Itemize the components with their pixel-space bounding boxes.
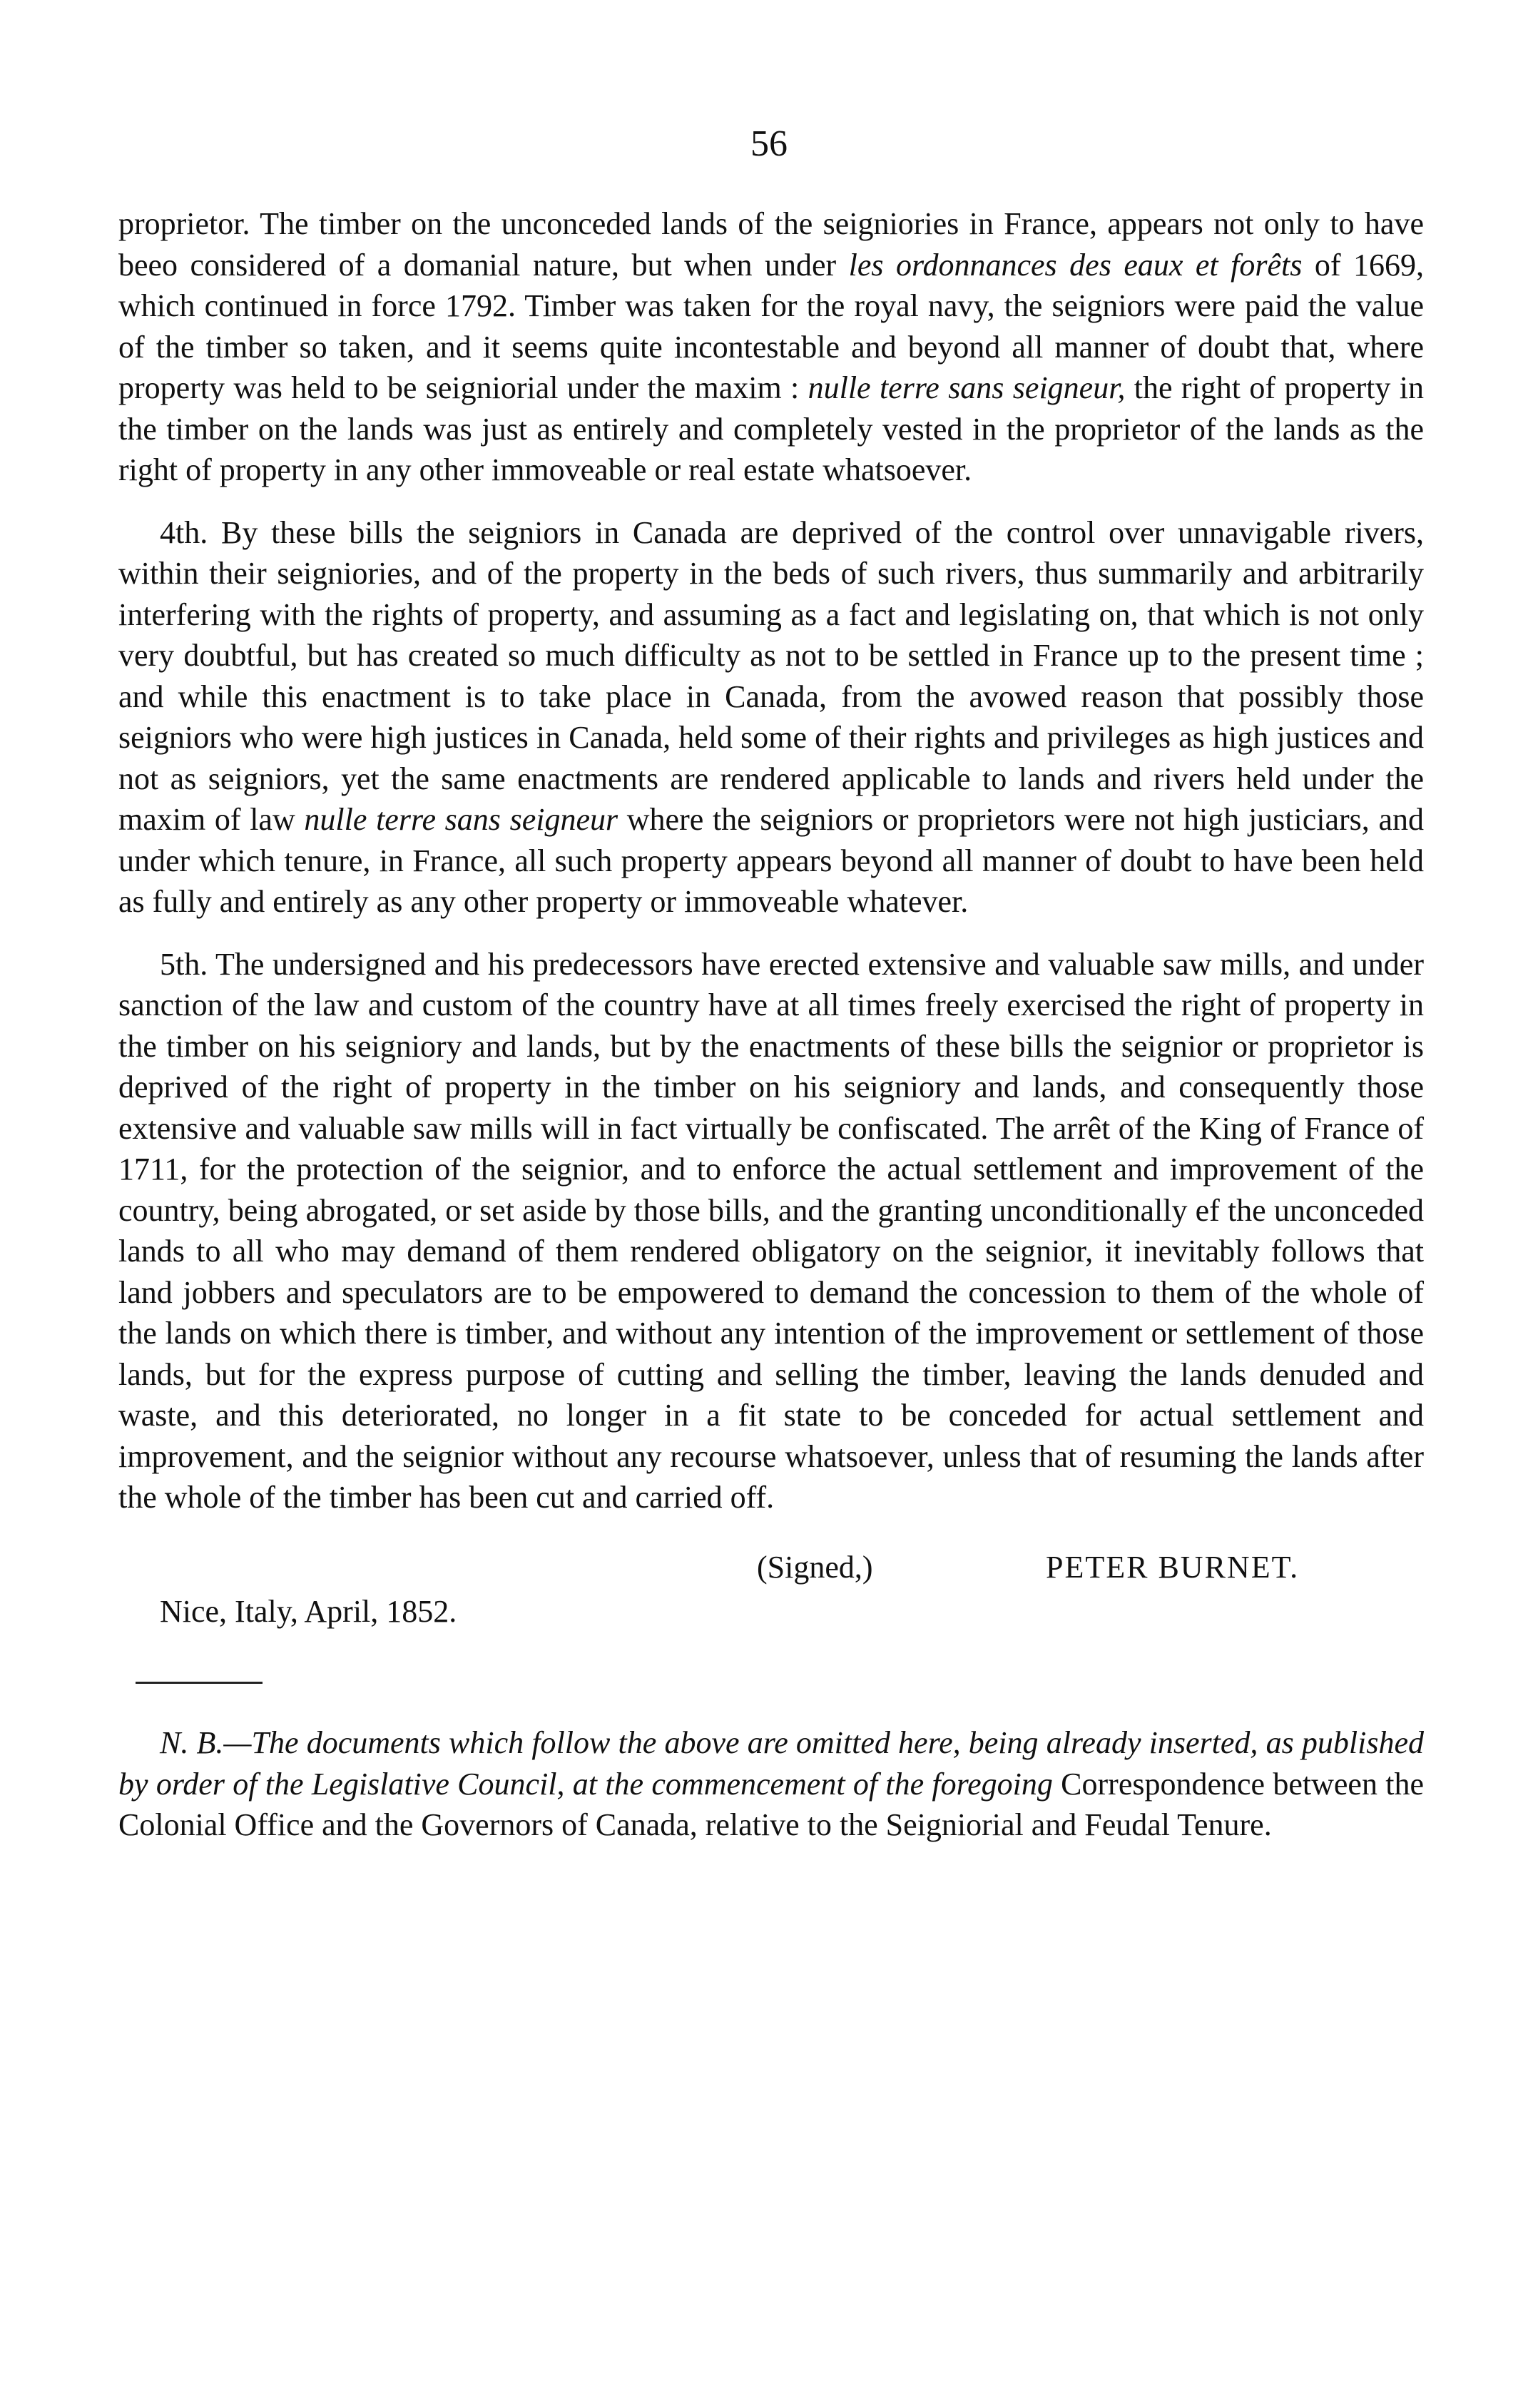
signature-block <box>118 1547 1424 1591</box>
text-run: of 1669, which continued in force 1792. Timber was taken for the royal navy, the seigniors were paid the value of the timber so taken, and it seems quite incontestable and beyond all manner of doubt that, where property was held to be seigniorial under the maxim : <box>118 247 1424 405</box>
text-run: where the seigniors or proprietors were not high justiciars, and under which tenure, in France, all such property appears beyond all manner of doubt to have been held as fully and entirely as any other property or immoveable whatever. <box>118 802 1425 919</box>
paragraph-fourth <box>118 512 1424 923</box>
text-run: 4th. By these bills the seigniors in Canada are deprived of the control over unnavigable rivers, within their seigniories, and of the property in the beds of such rivers, thus summarily and arbitrarily interfering with the rights of property, and assuming as a fact and legislating on, that which is not only very doubtful, but has created so much difficulty as not to be settled in France up to the present time ; and while this enactment is to take place in Canada, from the avowed reason that possibly those seigniors who were high justices in Canada, held some of their rights and privileges as high justices and not as seigniors, yet the same enactments are rendered applicable to lands and rivers held under the maxim of law <box>118 514 1424 837</box>
page-body <box>118 203 1424 1846</box>
paragraph-proprietor <box>118 203 1424 491</box>
divider-rule <box>136 1682 263 1684</box>
text-run: Correspondence between the Colonial Office and the Governors of Canada, relative to the Seigniorial and Feudal Tenure. <box>118 1766 1424 1842</box>
place-date: Nice, Italy, April, 1852. <box>160 1593 457 1629</box>
italic-phrase: nulle terre sans seigneur, <box>808 370 1126 405</box>
italic-phrase: N. B.—The documents which follow the above are omitted here, being already inserted, as published by order of the Legislative Council, at the commencement of the foregoing <box>118 1725 1424 1802</box>
signed-label: (Signed,) <box>757 1549 873 1585</box>
paragraph-fifth: 5th. The undersigned and his predecessors have erected extensive and valuable saw mills, and under sanction of the law and custom of the country have at all times freely exercised the right of property in the timber on his seigniory and lands, but by the enactments of these bills the seignior or proprietor is deprived of the right of property in the timber on his seigniory and lands, and consequently those extensive and valuable saw mills will in fact virtually be confiscated. The arrêt of the King of France of 1711, for the protection of the seignior, and to enforce the actual settlement and improvement of the country, being abrogated, or set aside by those bills, and the granting unconditionally ef the unconceded lands to all who may demand of them rendered obligatory on the seignior, it inevitably follows that land jobbers and speculators are to be empowered to demand the concession to them of the whole of the lands on which there is timber, and without any intention of the improvement or settlement of those lands, but for the express purpose of cutting and selling the timber, leaving the lands denuded and waste, and this deteriorated, no longer in a fit state to be conceded for actual settlement and improvement, and the seignior without any recourse whatsoever, unless that of resuming the lands after the whole of the timber has been cut and carried off. <box>118 946 1424 1515</box>
text-run: proprietor. The timber on the unconceded lands of the seigniories in France, appears not only to have beeo considered of a domanial nature, but when under <box>118 206 1424 283</box>
page-number: 56 <box>750 123 788 164</box>
text-run: the right of property in the timber on the lands was just as entirely and completely vested in the proprietor of the lands as the right of property in any other immoveable or real estate whatsoever. <box>118 370 1424 487</box>
signer-name: PETER BURNET. <box>1046 1549 1300 1585</box>
italic-phrase: nulle terre sans seigneur <box>304 802 618 837</box>
italic-phrase: les ordonnances des eaux et forêts <box>848 247 1303 283</box>
editorial-note <box>118 1722 1424 1846</box>
